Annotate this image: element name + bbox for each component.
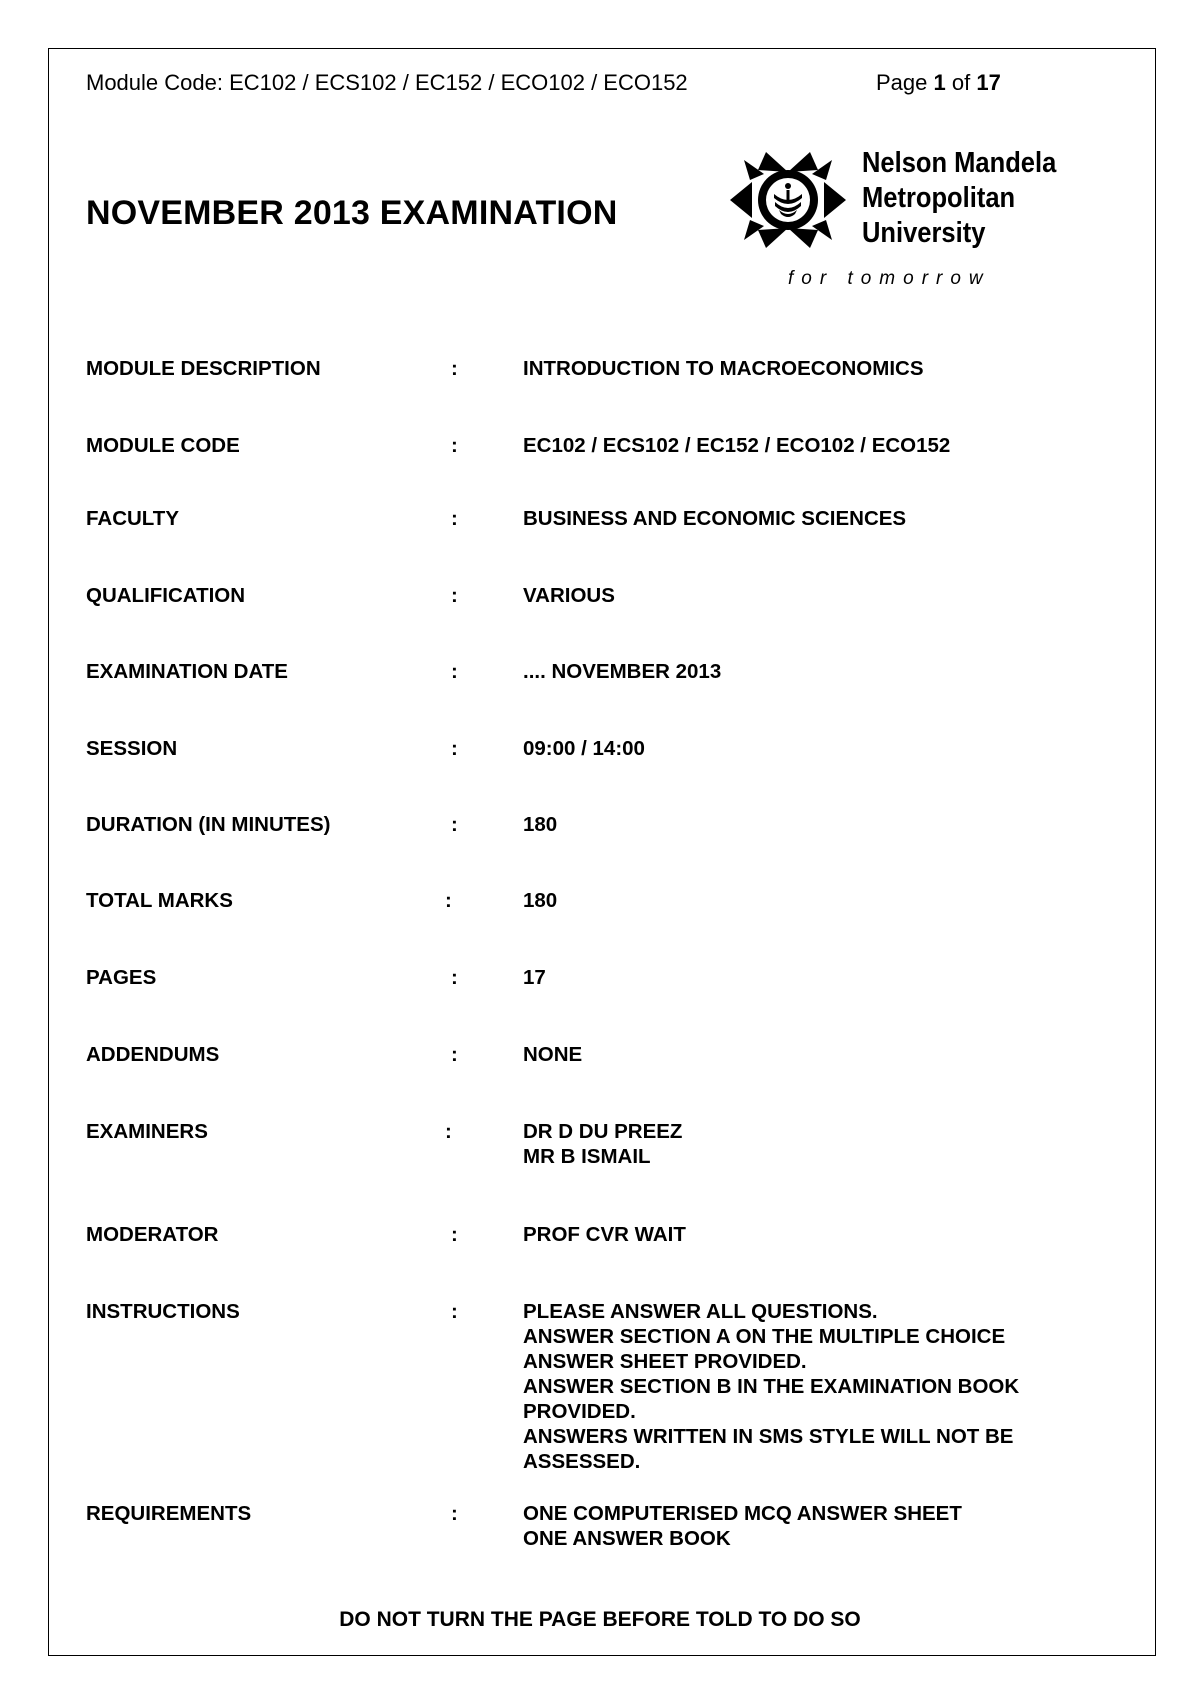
field-value-line: ASSESSED. xyxy=(523,1450,641,1473)
field-value xyxy=(523,965,1113,990)
footer-notice: DO NOT TURN THE PAGE BEFORE TOLD TO DO SO xyxy=(339,1608,861,1631)
field-value-line: ONE COMPUTERISED MCQ ANSWER SHEET xyxy=(523,1502,962,1525)
header-module-code: Module Code: EC102 / ECS102 / EC152 / ECO102 / ECO152 xyxy=(86,70,688,95)
field-value xyxy=(523,506,1113,531)
page-total: 17 xyxy=(976,70,1001,95)
field-value-line: .... NOVEMBER 2013 xyxy=(523,660,722,683)
field-value-line: MR B ISMAIL xyxy=(523,1145,651,1168)
field-separator: : xyxy=(451,1502,458,1525)
field-separator: : xyxy=(445,889,452,912)
field-value xyxy=(523,1222,1113,1247)
field-label: PAGES xyxy=(86,966,157,989)
field-label: INSTRUCTIONS xyxy=(86,1300,240,1323)
field-value xyxy=(523,1119,1113,1169)
field-separator: : xyxy=(451,1300,458,1323)
field-value xyxy=(523,433,1113,458)
field-value-line: PROF CVR WAIT xyxy=(523,1223,686,1246)
page-number: 1 xyxy=(933,70,946,95)
field-value-line: BUSINESS AND ECONOMIC SCIENCES xyxy=(523,507,907,530)
university-logo xyxy=(728,140,1088,300)
university-name: Nelson Mandela Metropolitan University xyxy=(862,147,1057,249)
field-value xyxy=(523,1501,1113,1551)
field-value-line: VARIOUS xyxy=(523,584,615,607)
field-separator: : xyxy=(451,813,458,836)
field-value-line: 180 xyxy=(523,813,558,836)
field-label: EXAMINATION DATE xyxy=(86,660,288,683)
field-value-line: 180 xyxy=(523,889,558,912)
field-value xyxy=(523,1042,1113,1067)
field-label: DURATION (IN MINUTES) xyxy=(86,813,331,836)
field-separator: : xyxy=(451,357,458,380)
exam-title: NOVEMBER 2013 EXAMINATION xyxy=(86,194,618,232)
field-value-line: NONE xyxy=(523,1043,583,1066)
field-separator: : xyxy=(451,660,458,683)
page-of: of xyxy=(945,70,977,95)
field-label: FACULTY xyxy=(86,507,180,530)
field-label: MODULE CODE xyxy=(86,434,240,457)
field-value xyxy=(523,888,1113,913)
field-value-line: ANSWER SHEET PROVIDED. xyxy=(523,1350,807,1373)
university-emblem-icon xyxy=(728,140,858,260)
field-separator: : xyxy=(451,1043,458,1066)
university-tagline: for tomorrow xyxy=(788,268,991,289)
field-value-line: 09:00 / 14:00 xyxy=(523,737,645,760)
field-separator: : xyxy=(451,737,458,760)
field-label: ADDENDUMS xyxy=(86,1043,220,1066)
field-value-line: DR D DU PREEZ xyxy=(523,1120,683,1143)
field-value-line: ANSWER SECTION B IN THE EXAMINATION BOOK xyxy=(523,1375,1020,1398)
field-value xyxy=(523,1299,1113,1474)
field-value xyxy=(523,356,1113,381)
field-separator: : xyxy=(451,1223,458,1246)
field-separator: : xyxy=(451,507,458,530)
field-value-line: PLEASE ANSWER ALL QUESTIONS. xyxy=(523,1300,878,1323)
field-label: REQUIREMENTS xyxy=(86,1502,252,1525)
field-separator: : xyxy=(445,1120,452,1143)
field-value-line: 17 xyxy=(523,966,546,989)
field-separator: : xyxy=(451,434,458,457)
field-label: MODERATOR xyxy=(86,1223,219,1246)
field-value-line: ONE ANSWER BOOK xyxy=(523,1527,731,1550)
field-label: TOTAL MARKS xyxy=(86,889,233,912)
field-label: SESSION xyxy=(86,737,178,760)
field-value-line: INTRODUCTION TO MACROECONOMICS xyxy=(523,357,924,380)
field-value xyxy=(523,659,1113,684)
field-label: EXAMINERS xyxy=(86,1120,208,1143)
field-value-line: ANSWERS WRITTEN IN SMS STYLE WILL NOT BE xyxy=(523,1425,1014,1448)
header-page-indicator xyxy=(876,70,1001,96)
field-value-line: PROVIDED. xyxy=(523,1400,636,1423)
field-label: QUALIFICATION xyxy=(86,584,246,607)
field-value xyxy=(523,583,1113,608)
field-value xyxy=(523,736,1113,761)
page-prefix: Page xyxy=(876,70,934,95)
field-label: MODULE DESCRIPTION xyxy=(86,357,321,380)
field-value-line: EC102 / ECS102 / EC152 / ECO102 / ECO152 xyxy=(523,434,951,457)
field-value xyxy=(523,812,1113,837)
field-separator: : xyxy=(451,966,458,989)
field-separator: : xyxy=(451,584,458,607)
field-value-line: ANSWER SECTION A ON THE MULTIPLE CHOICE xyxy=(523,1325,1006,1348)
